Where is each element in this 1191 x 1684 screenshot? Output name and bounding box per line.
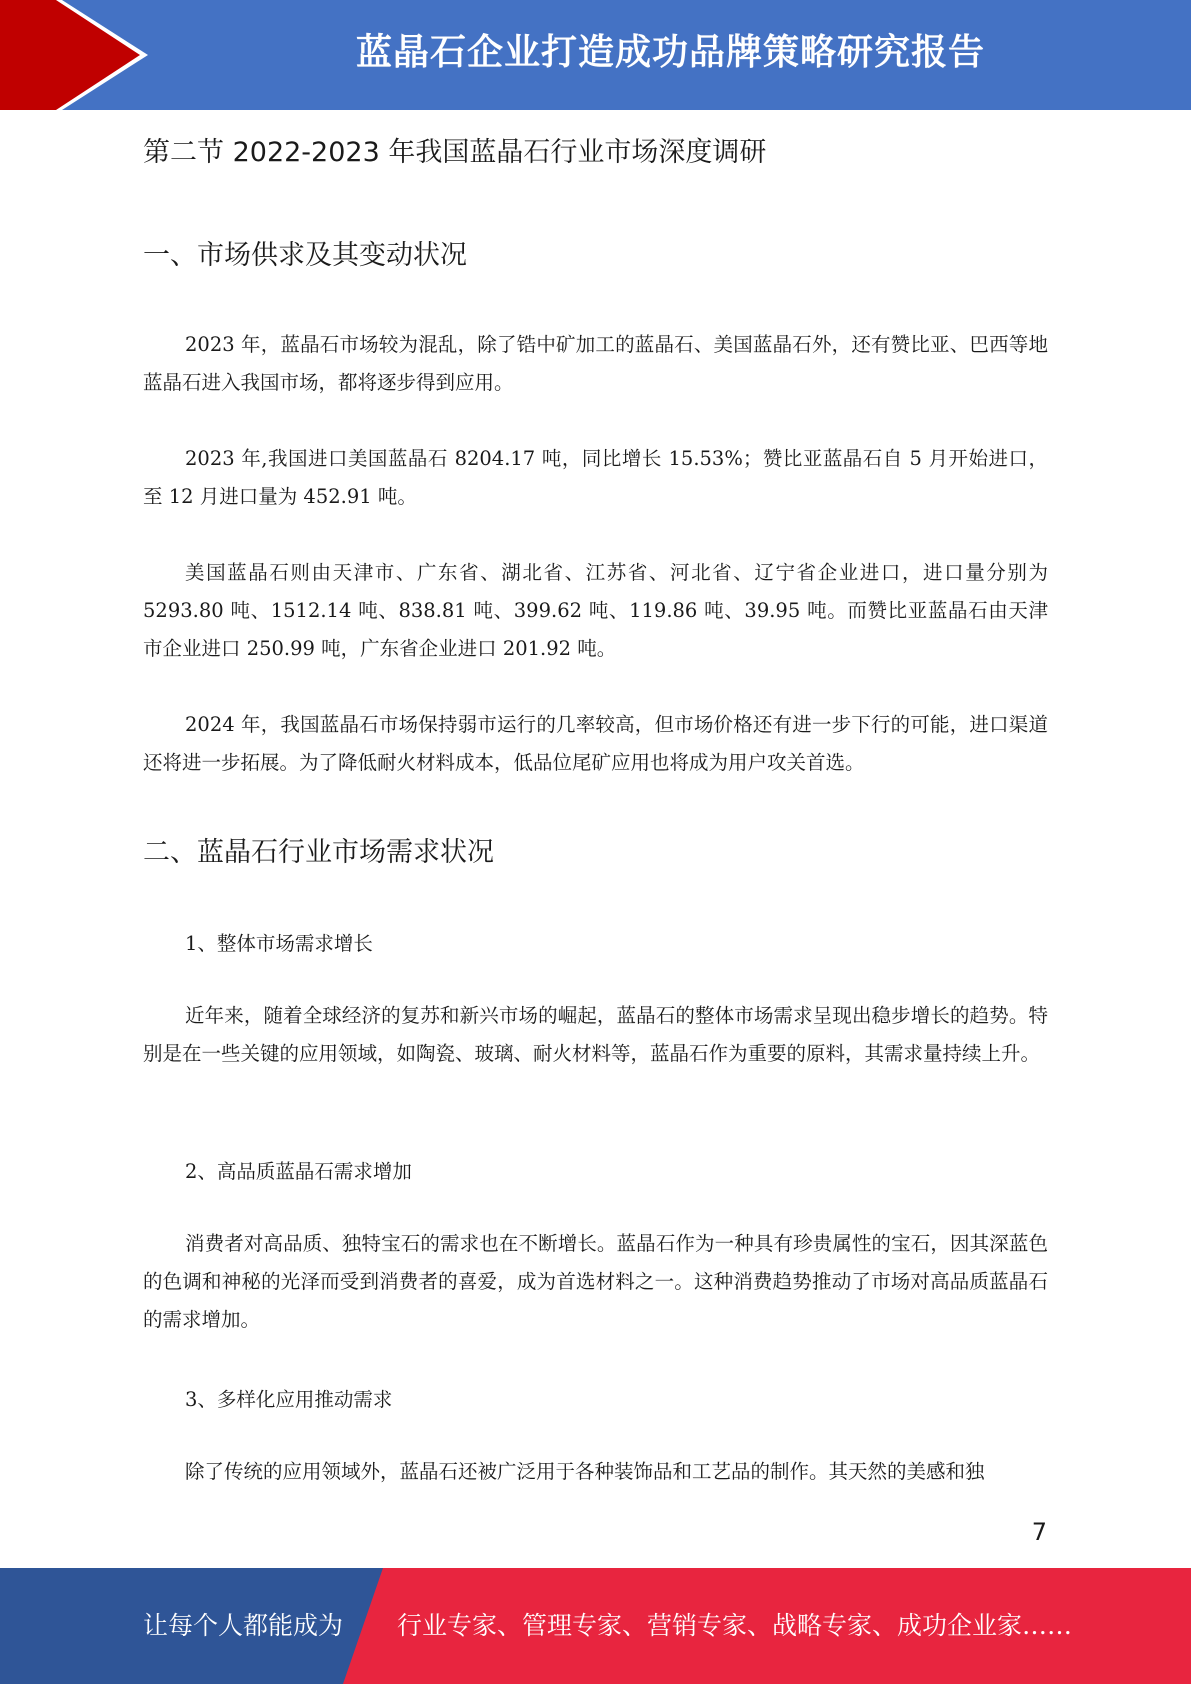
paragraph: 2024 年，我国蓝晶石市场保持弱市运行的几率较高，但市场价格还有进一步下行的可能，进口渠道还将进一步拓展。为了降低耐火材料成本，低品位尾矿应用也将成为用户攻关首选。 [143, 713, 1048, 774]
paragraph: 2023 年，蓝晶石市场较为混乱，除了锆中矿加工的蓝晶石、美国蓝晶石外，还有赞比亚、巴西等地蓝晶石进入我国市场，都将逐步得到应用。 [143, 333, 1048, 394]
paragraph: 消费者对高品质、独特宝石的需求也在不断增长。蓝晶石作为一种具有珍贵属性的宝石，因其深蓝色的色调和神秘的光泽而受到消费者的喜爱，成为首选材料之一。这种消费趋势推动了市场对高品质蓝晶石的需求增加。 [143, 1232, 1048, 1331]
section-title: 第二节 2022-2023 年我国蓝晶石行业市场深度调研 [143, 137, 767, 168]
heading-market-demand: 二、蓝晶石行业市场需求状况 [143, 837, 494, 868]
report-title: 蓝晶石企业打造成功品牌策略研究报告 [355, 32, 985, 73]
red-chevron-decoration [0, 0, 160, 110]
subheading: 3、多样化应用推动需求 [185, 1388, 393, 1411]
paragraph: 2023 年,我国进口美国蓝晶石 8204.17 吨，同比增长 15.53%；赞比亚蓝晶石自 5 月开始进口，至 12 月进口量为 452.91 吨。 [143, 447, 1048, 508]
paragraph: 近年来，随着全球经济的复苏和新兴市场的崛起，蓝晶石的整体市场需求呈现出稳步增长的趋势。特别是在一些关键的应用领域，如陶瓷、玻璃、耐火材料等，蓝晶石作为重要的原料，其需求量持续上升。 [143, 1004, 1048, 1065]
paragraph: 美国蓝晶石则由天津市、广东省、湖北省、江苏省、河北省、辽宁省企业进口，进口量分别为 5293.80 吨、1512.14 吨、838.81 吨、399.62 吨、119.86 吨、39.95 吨。而赞比亚蓝晶石由天津市企业进口 250.99 吨，广东省企业进口 201.92 吨。 [143, 561, 1048, 660]
footer-slogan-left: 让每个人都能成为 [143, 1611, 344, 1640]
subheading: 1、整体市场需求增长 [185, 932, 373, 955]
subheading: 2、高品质蓝晶石需求增加 [185, 1160, 412, 1183]
report-header [0, 0, 1191, 110]
footer-slogan-right: 行业专家、管理专家、营销专家、战略专家、成功企业家…… [397, 1611, 1073, 1640]
heading-supply-demand: 一、市场供求及其变动状况 [143, 240, 467, 271]
paragraph: 除了传统的应用领域外，蓝晶石还被广泛用于各种装饰品和工艺品的制作。其天然的美感和独 [185, 1460, 985, 1483]
page-number: 7 [1031, 1518, 1047, 1546]
footer-banner [0, 1568, 1191, 1684]
